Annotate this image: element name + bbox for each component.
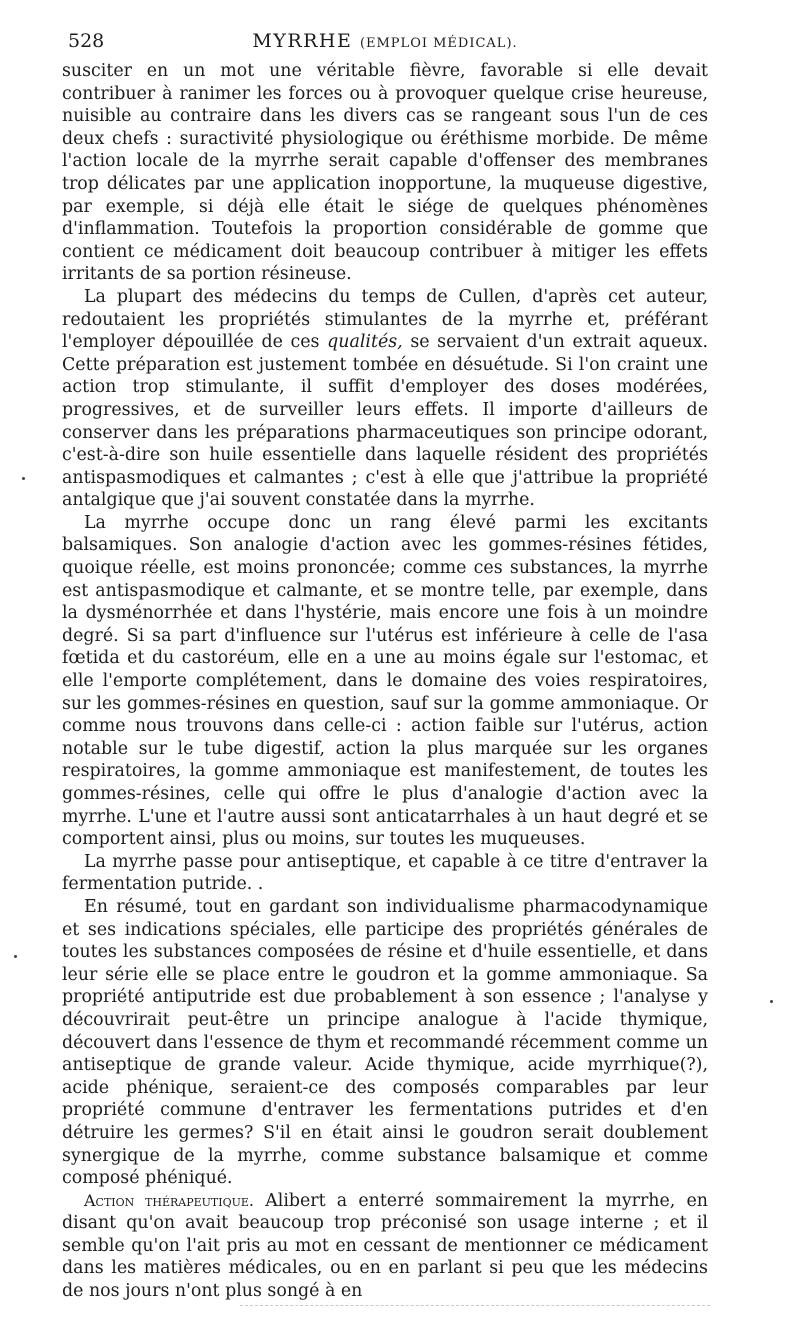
- paragraph-5: En résumé, tout en gardant son individualisme pharmacodynamique et ses indications spéciales, elle participe des propriétés générales de toutes les substances composées de résine et d'huile essentielle, et dans leur série elle se place entre le goudron et la gomme ammoniaque. Sa propriété antiputride est due probablement à son essence ; l'analyse y découvrirait peut-être un principe analogue à l'acide thymique, découvert dans l'essence de thym et recommandé récemment comme un antiseptique de grande valeur. Acide thymique, acide myrrhique(?), acide phénique, seraient-ce des composés comparables par leur propriété commune d'entraver les fermentations putrides et d'en détruire les germes? S'il en était ainsi le goudron serait doublement synergique de la myrrhe, comme substance balsamique et comme composé phéniqué.: [62, 896, 708, 1189]
- section-heading-therapeutic-action: Action thérapeutique.: [84, 1190, 255, 1210]
- paragraph-2-part-b: se servaient d'un extrait aqueux. Cette préparation est justement tombée en désuétude. Si l'on craint une action trop stimulante, il suffit d'employer des doses modérées, progressives, et de surveiller leurs effets. Il importe d'ailleurs de conserver dans les préparations pharmaceutiques son principe odorant, c'est-à-dire son huile essentielle dans laquelle résident des propriétés antispasmodiques et calmantes ; c'est à elle que j'attribue la propriété antalgique que j'ai souvent constatée dans la myrrhe.: [62, 332, 708, 511]
- paragraph-2-italic: qualités,: [327, 332, 403, 353]
- book-page: [62, 30, 708, 1303]
- running-head: [62, 30, 708, 60]
- paragraph-4: La myrrhe passe pour antiseptique, et capable à ce titre d'entraver la fermentation putride. .: [62, 851, 708, 895]
- paragraph-3: La myrrhe occupe donc un rang élevé parmi les excitants balsamiques. Son analogie d'action avec les gommes-résines fétides, quoique réelle, est moins prononcée; comme ces substances, la myrrhe est antispasmodique et calmante, et se montre telle, par exemple, dans la dysménorrhée et dans l'hystérie, mais encore une fois à un moindre degré. Si sa part d'influence sur l'utérus est inférieure à celle de l'asa fœtida et du castoréum, elle en a une au moins égale sur l'estomac, et elle l'emporte complétement, dans le domaine des voies respiratoires, sur les gommes-résines en question, sauf sur la gomme ammoniaque. Or comme nous trouvons dans celle-ci : action faible sur l'utérus, action notable sur le tube digestif, action la plus marquée sur les organes respiratoires, la gomme ammoniaque est manifestement, de toutes les gommes-résines, celle qui offre le plus d'analogie d'action avec la myrrhe. L'une et l'autre aussi sont anticatarrhales à un haut degré et se comportent ainsi, plus ou moins, sur toutes les muqueuses.: [62, 512, 708, 850]
- paragraph-1: susciter en un mot une véritable fièvre, favorable si elle devait contribuer à ranimer les forces ou à provoquer quelque crise heureuse, nuisible au contraire dans les divers cas se rangeant sous l'un de ces deux chefs : suractivité physiologique ou éréthisme morbide. De même l'action locale de la myrrhe serait capable d'offenser des membranes trop délicates par une application inopportune, la muqueuse digestive, par exemple, si déjà elle était le siége de quelques phénomènes d'inflammation. Toutefois la proportion considérable de gomme que contient ce médicament doit beaucoup contribuer à mitiger les effets irritants de sa portion résineuse.: [62, 61, 708, 285]
- page-number: 528: [68, 30, 105, 52]
- paragraph-2: [62, 286, 708, 512]
- scan-speck: [22, 477, 25, 480]
- paragraph-6-text: Alibert a enterré sommairement la myrrhe, en disant qu'on avait beaucoup trop préconisé son usage interne ; et il semble qu'on l'ait pris au mot en cessant de mentionner ce médicament dans les matières médicales, ou en en parlant si peu que les médecins de nos jours n'ont plus songé à en: [62, 1190, 708, 1302]
- scan-speck: [770, 1000, 773, 1003]
- running-title: [62, 30, 708, 52]
- scan-speck: [14, 955, 17, 958]
- paragraph-2-part-a: La plupart des médecins du temps de Cullen, d'après cet auteur, redoutaient les propriétés stimulantes de la myrrhe et, préférant l'employer dépouillée de ces: [62, 286, 708, 353]
- running-title-main: MYRRHE: [252, 30, 353, 52]
- running-title-sub: (EMPLOI MÉDICAL).: [359, 36, 518, 51]
- paragraph-6: [62, 1190, 708, 1303]
- scan-footer-rule: [240, 1305, 710, 1306]
